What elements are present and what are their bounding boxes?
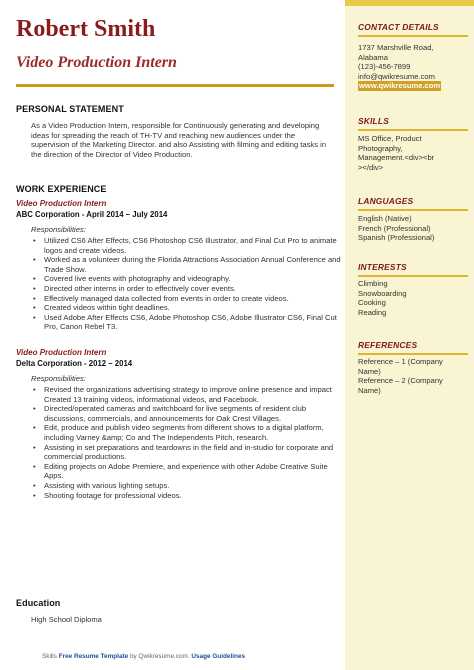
page-footer [42, 653, 245, 660]
address-line-1: 1737 Marshville Road, [358, 43, 434, 52]
email-address[interactable]: info@qwikresume.com [358, 71, 435, 81]
interests-heading-underline [358, 275, 468, 277]
address-line-2: Alabama [358, 52, 388, 62]
reference-line: Reference – 1 (Company [358, 357, 443, 366]
website-link[interactable]: www.qwikresume.com [359, 81, 441, 91]
list-item: • Revised the organizations advertising strategy to improve online presence and impact Created 13 training videos, informational videos, and Facebook. [44, 385, 344, 404]
education-item: High School Diploma [31, 615, 102, 624]
skills-line: ></div> [358, 162, 384, 172]
reference-line: Reference – 2 (Company [358, 376, 443, 386]
contact-details [358, 43, 470, 91]
references-heading: REFERENCES [358, 340, 418, 350]
footer-text-mid: by Qwikresume.com. [128, 653, 192, 660]
skills-line: Management.<div><br [358, 153, 435, 163]
job-2-title: Video Production Intern [16, 348, 107, 357]
personal-statement-text: As a Video Production Intern, responsible for Continuously generating and developing ideas for spreading the reach of TH-TV and reaching new audiences under the supervision of the Marketing Director. and also Assisting with filming and editing tasks in the direction of the Director of Video Production. [31, 121, 327, 159]
language-item: Spanish (Professional) [358, 233, 435, 243]
phone-number: (123)-456-7899 [358, 62, 411, 72]
job-title: Video Production Intern [16, 54, 177, 71]
languages-heading: LANGUAGES [358, 196, 414, 206]
job-2-company: Delta Corporation - 2012 – 2014 [16, 359, 133, 368]
interest-item: Reading [358, 307, 387, 317]
reference-line: Name) [358, 366, 381, 376]
list-item: • Effectively managed data collected from events in order to create videos. [44, 294, 344, 304]
list-item: • Shooting footage for professional videos. [44, 491, 344, 501]
personal-statement-heading: PERSONAL STATEMENT [16, 104, 124, 114]
interest-item: Cooking [358, 298, 386, 308]
job-2-bullet-list [31, 385, 344, 500]
skills-line: Photography, [358, 143, 403, 153]
sidebar-top-bar [345, 0, 474, 6]
reference-line: Name) [358, 385, 381, 395]
references-list [358, 357, 470, 395]
skills-heading-underline [358, 129, 468, 131]
language-item: French (Professional) [358, 223, 431, 233]
list-item: • Assisting with various lighting setups. [44, 481, 344, 491]
usage-guidelines-link[interactable]: Usage Guidelines [191, 653, 246, 660]
languages-list [358, 214, 470, 243]
list-item: • Created videos within tight deadlines. [44, 303, 344, 313]
job-1-bullet-list [31, 236, 344, 332]
footer-text-pre: Skills [42, 653, 59, 660]
contact-heading-underline [358, 35, 468, 37]
job-1-responsibilities-label: Responsibilities: [31, 225, 86, 234]
skills-line: MS Office, Product [358, 134, 422, 143]
list-item: • Edit, produce and publish video segments from different shows to a digital platform, including Varney &amp; Co and The Independents Pitch, research. [44, 423, 344, 442]
candidate-name: Robert Smith [16, 16, 156, 42]
free-resume-template-link[interactable]: Free Resume Template [58, 653, 129, 660]
job-1-company: ABC Corporation - April 2014 – July 2014 [16, 210, 168, 219]
job-1-title: Video Production Intern [16, 199, 107, 208]
skills-heading: SKILLS [358, 116, 389, 126]
header-divider [16, 84, 334, 87]
languages-heading-underline [358, 209, 468, 211]
work-experience-heading: WORK EXPERIENCE [16, 184, 107, 194]
education-heading: Education [16, 598, 61, 608]
list-item: • Utilized CS6 After Effects, CS6 Photoshop CS6 Illustrator, and Final Cut Pro to animate logos and create videos. [44, 236, 344, 255]
contact-heading: CONTACT DETAILS [358, 22, 439, 32]
resume-sidebar [345, 0, 474, 670]
interest-item: Climbing [358, 279, 388, 288]
list-item: • Worked as a volunteer during the Florida Attractions Association Annual Conference and Trade Show. [44, 255, 344, 274]
list-item: • Assisting in set preparations and teardowns in the field and in-studio for corporate and commercial productions. [44, 443, 344, 462]
interest-item: Snowboarding [358, 288, 407, 298]
job-2-responsibilities-label: Responsibilities: [31, 374, 86, 383]
list-item: • Covered live events with photography and videography. [44, 274, 344, 284]
skills-list [358, 134, 470, 172]
list-item: • Directed/operated cameras and switchboard for live segments of resident club discussions, commercials, and announcements for Oak Crest Villages. [44, 404, 344, 423]
list-item: • Used Adobe After Effects CS6, Adobe Photoshop CS6, Adobe Illustrator CS6, Final Cut Pro, Canon Rebel T3. [44, 313, 344, 332]
references-heading-underline [358, 353, 468, 355]
language-item: English (Native) [358, 214, 412, 223]
list-item: • Directed other interns in order to effectively cover events. [44, 284, 344, 294]
list-item: • Editing projects on Adobe Premiere, and experience with other Adobe Creative Suite Apps. [44, 462, 344, 481]
interests-heading: INTERESTS [358, 262, 407, 272]
interests-list [358, 279, 470, 317]
